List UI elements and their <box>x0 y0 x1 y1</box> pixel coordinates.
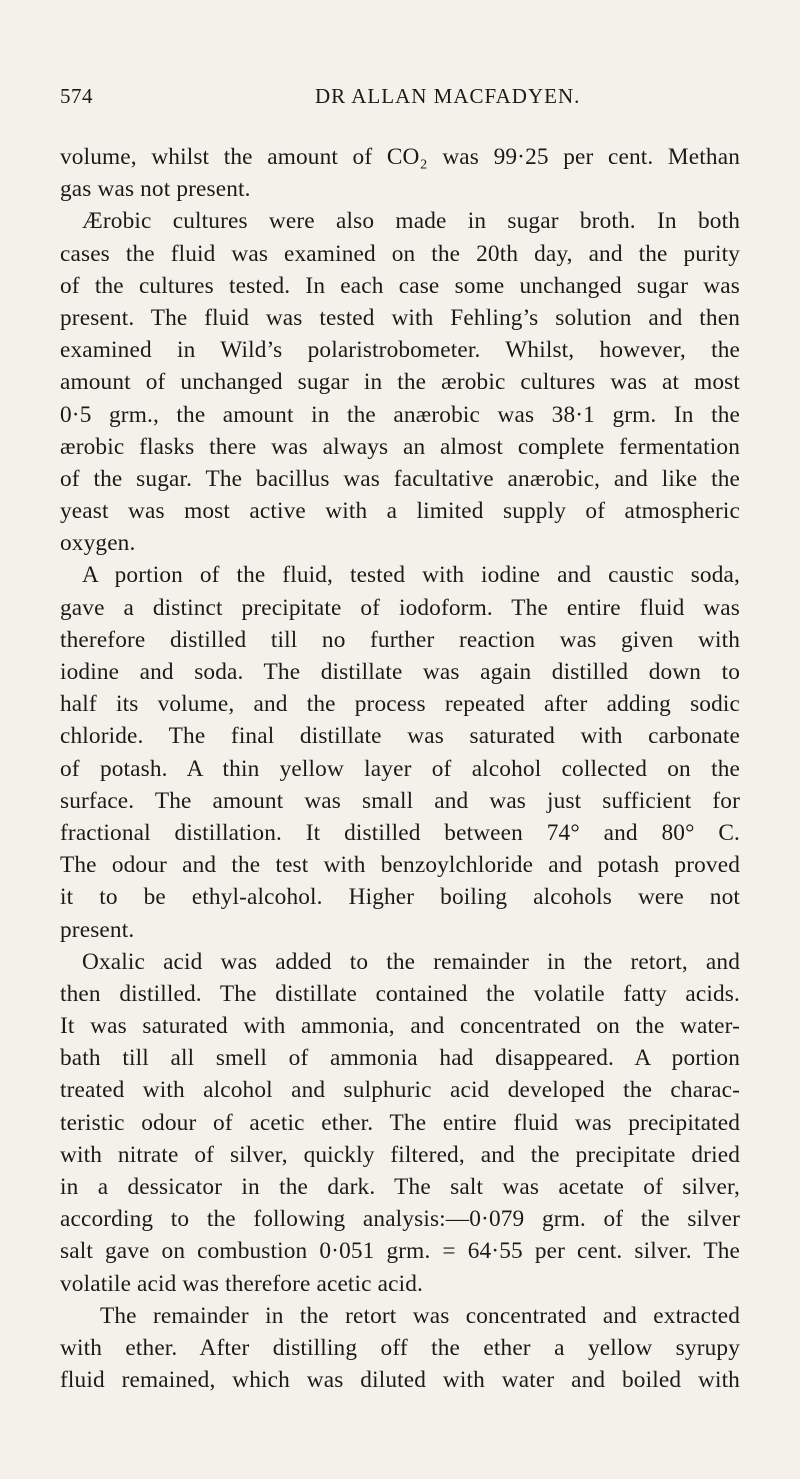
running-header <box>60 84 740 114</box>
text-line: present. The fluid was tested with Fehling’s solution and then <box>60 304 740 331</box>
text-line: chloride. The final distillate was saturated with carbonate <box>60 723 740 750</box>
text-line: volatile acid was therefore acetic acid. <box>60 1270 424 1297</box>
text-line: with nitrate of silver, quickly filtered, and the precipitate dried <box>60 1141 740 1168</box>
text-line: it to be ethyl-alcohol. Higher boiling alcohols were not <box>60 884 740 911</box>
text-line: with ether. After distilling off the ether a yellow syrupy <box>60 1334 740 1361</box>
text-line: gas was not present. <box>60 176 251 203</box>
text-line: fluid remained, which was diluted with water and boiled with <box>60 1367 740 1394</box>
text-line: The remainder in the retort was concentrated and extracted <box>100 1302 740 1329</box>
text-line: Oxalic acid was added to the remainder in the retort, and <box>82 948 740 975</box>
text-line: fractional distillation. It distilled between 74° and 80° C. <box>60 819 740 846</box>
text-line: amount of unchanged sugar in the ærobic cultures was at most <box>60 369 740 396</box>
text-line: according to the following analysis:—0·079 grm. of the silver <box>60 1206 740 1233</box>
text-line: yeast was most active with a limited supply of atmospheric <box>60 498 740 525</box>
text-line: present. <box>60 916 135 943</box>
text-line: salt gave on combustion 0·051 grm. = 64·55 per cent. silver. The <box>60 1238 740 1265</box>
text-line: iodine and soda. The distillate was again distilled down to <box>60 659 740 685</box>
text-line: oxygen. <box>60 530 136 557</box>
text-line: A portion of the fluid, tested with iodine and caustic soda, <box>82 562 740 589</box>
text-line: The odour and the test with benzoylchloride and potash proved <box>60 852 740 879</box>
text-line: surface. The amount was small and was just sufficient for <box>60 787 740 814</box>
body-text <box>60 141 740 1396</box>
text-line: 0·5 grm., the amount in the anærobic was 38·1 grm. In the <box>60 401 740 428</box>
text-line: in a dessicator in the dark. The salt was acetate of silver, <box>60 1174 740 1200</box>
text-line: bath till all smell of ammonia had disappeared. A portion <box>60 1045 740 1072</box>
text-line: volume, whilst the amount of CO₂ was 99·25 per cent. Methan <box>60 144 740 170</box>
text-line: then distilled. The distillate contained the volatile fatty acids. <box>60 980 740 1007</box>
page-number: 574 <box>60 84 93 108</box>
text-line: of potash. A thin yellow layer of alcohol collected on the <box>60 755 740 782</box>
text-line: half its volume, and the process repeated after adding sodic <box>60 691 740 718</box>
text-line: therefore distilled till no further reaction was given with <box>60 626 740 653</box>
text-line: It was saturated with ammonia, and concentrated on the water- <box>60 1013 740 1040</box>
text-line: examined in Wild’s polaristrobometer. Whilst, however, the <box>60 337 740 364</box>
running-title: DR ALLAN MACFADYEN. <box>315 84 581 108</box>
text-line: cases the fluid was examined on the 20th day, and the purity <box>60 240 740 267</box>
text-line: of the cultures tested. In each case some unchanged sugar was <box>60 272 740 299</box>
text-line: gave a distinct precipitate of iodoform. The entire fluid was <box>60 594 740 621</box>
text-line: Ærobic cultures were also made in sugar broth. In both <box>82 208 740 235</box>
text-line: teristic odour of acetic ether. The entire fluid was precipitated <box>60 1109 740 1136</box>
text-line: of the sugar. The bacillus was facultative anærobic, and like the <box>60 465 740 492</box>
text-line: ærobic flasks there was always an almost complete fermentation <box>60 433 740 460</box>
text-line: treated with alcohol and sulphuric acid developed the charac- <box>60 1077 740 1104</box>
